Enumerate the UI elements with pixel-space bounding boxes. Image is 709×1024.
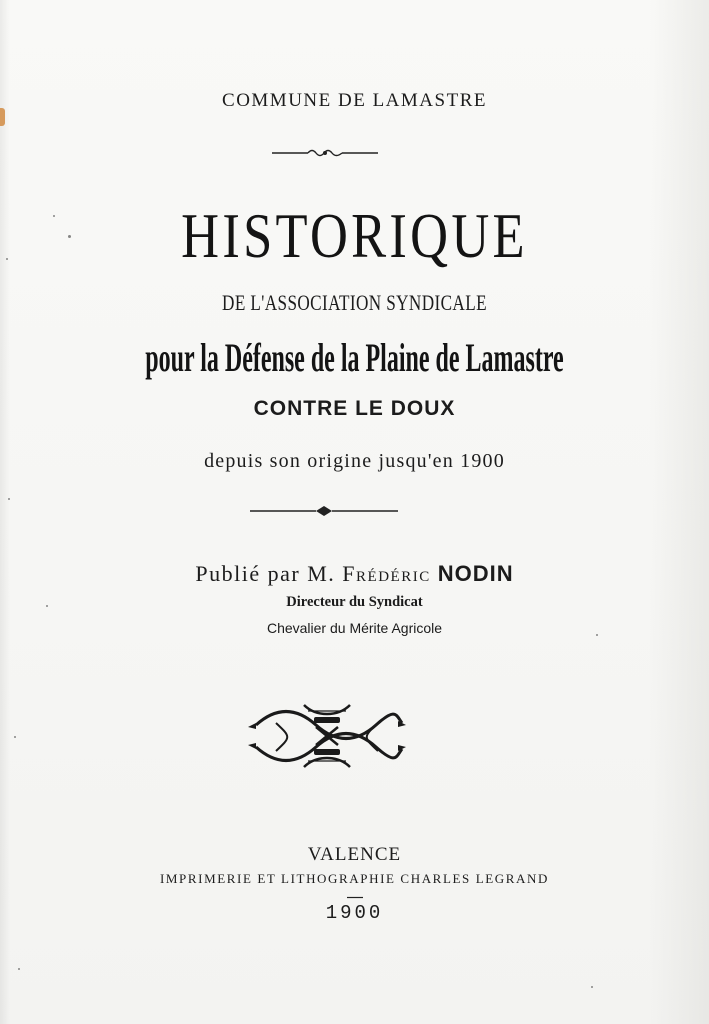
period-line: depuis son origine jusqu'en 1900: [204, 450, 505, 472]
ink-speck: [8, 498, 10, 500]
author-first-name: Frédéric: [342, 561, 431, 586]
author-honor: Chevalier du Mérite Agricole: [266, 620, 443, 636]
commune-heading: COMMUNE DE LAMASTRE: [222, 90, 487, 111]
interlaced-knot-emblem-icon: [246, 697, 408, 775]
ink-speck: [591, 986, 593, 988]
imprint-printer: IMPRIMERIE ET LITHOGRAPHIE CHARLES LEGRAND: [159, 871, 550, 886]
contre-le-doux-heading: CONTRE LE DOUX: [253, 397, 456, 420]
defense-heading: pour la Défense de la Plaine de Lamastre: [145, 335, 564, 380]
published-by-line: [0, 561, 709, 587]
ornamental-rule-icon: [270, 146, 380, 160]
diamond-rule-icon: [248, 504, 400, 518]
ink-speck: [18, 968, 20, 970]
ink-speck: [6, 258, 8, 260]
author-last-name: NODIN: [437, 561, 514, 586]
small-rule-icon: [347, 896, 363, 899]
author-role: Directeur du Syndicat: [286, 594, 423, 610]
imprint-year: 1900: [325, 902, 384, 924]
association-subtitle: DE L'ASSOCIATION SYNDICALE: [222, 290, 487, 315]
ink-speck: [53, 215, 55, 217]
published-by-label: Publié par M.: [195, 561, 336, 586]
ink-speck: [14, 736, 16, 738]
main-title: HISTORIQUE: [181, 200, 528, 271]
imprint-city: VALENCE: [307, 844, 402, 865]
